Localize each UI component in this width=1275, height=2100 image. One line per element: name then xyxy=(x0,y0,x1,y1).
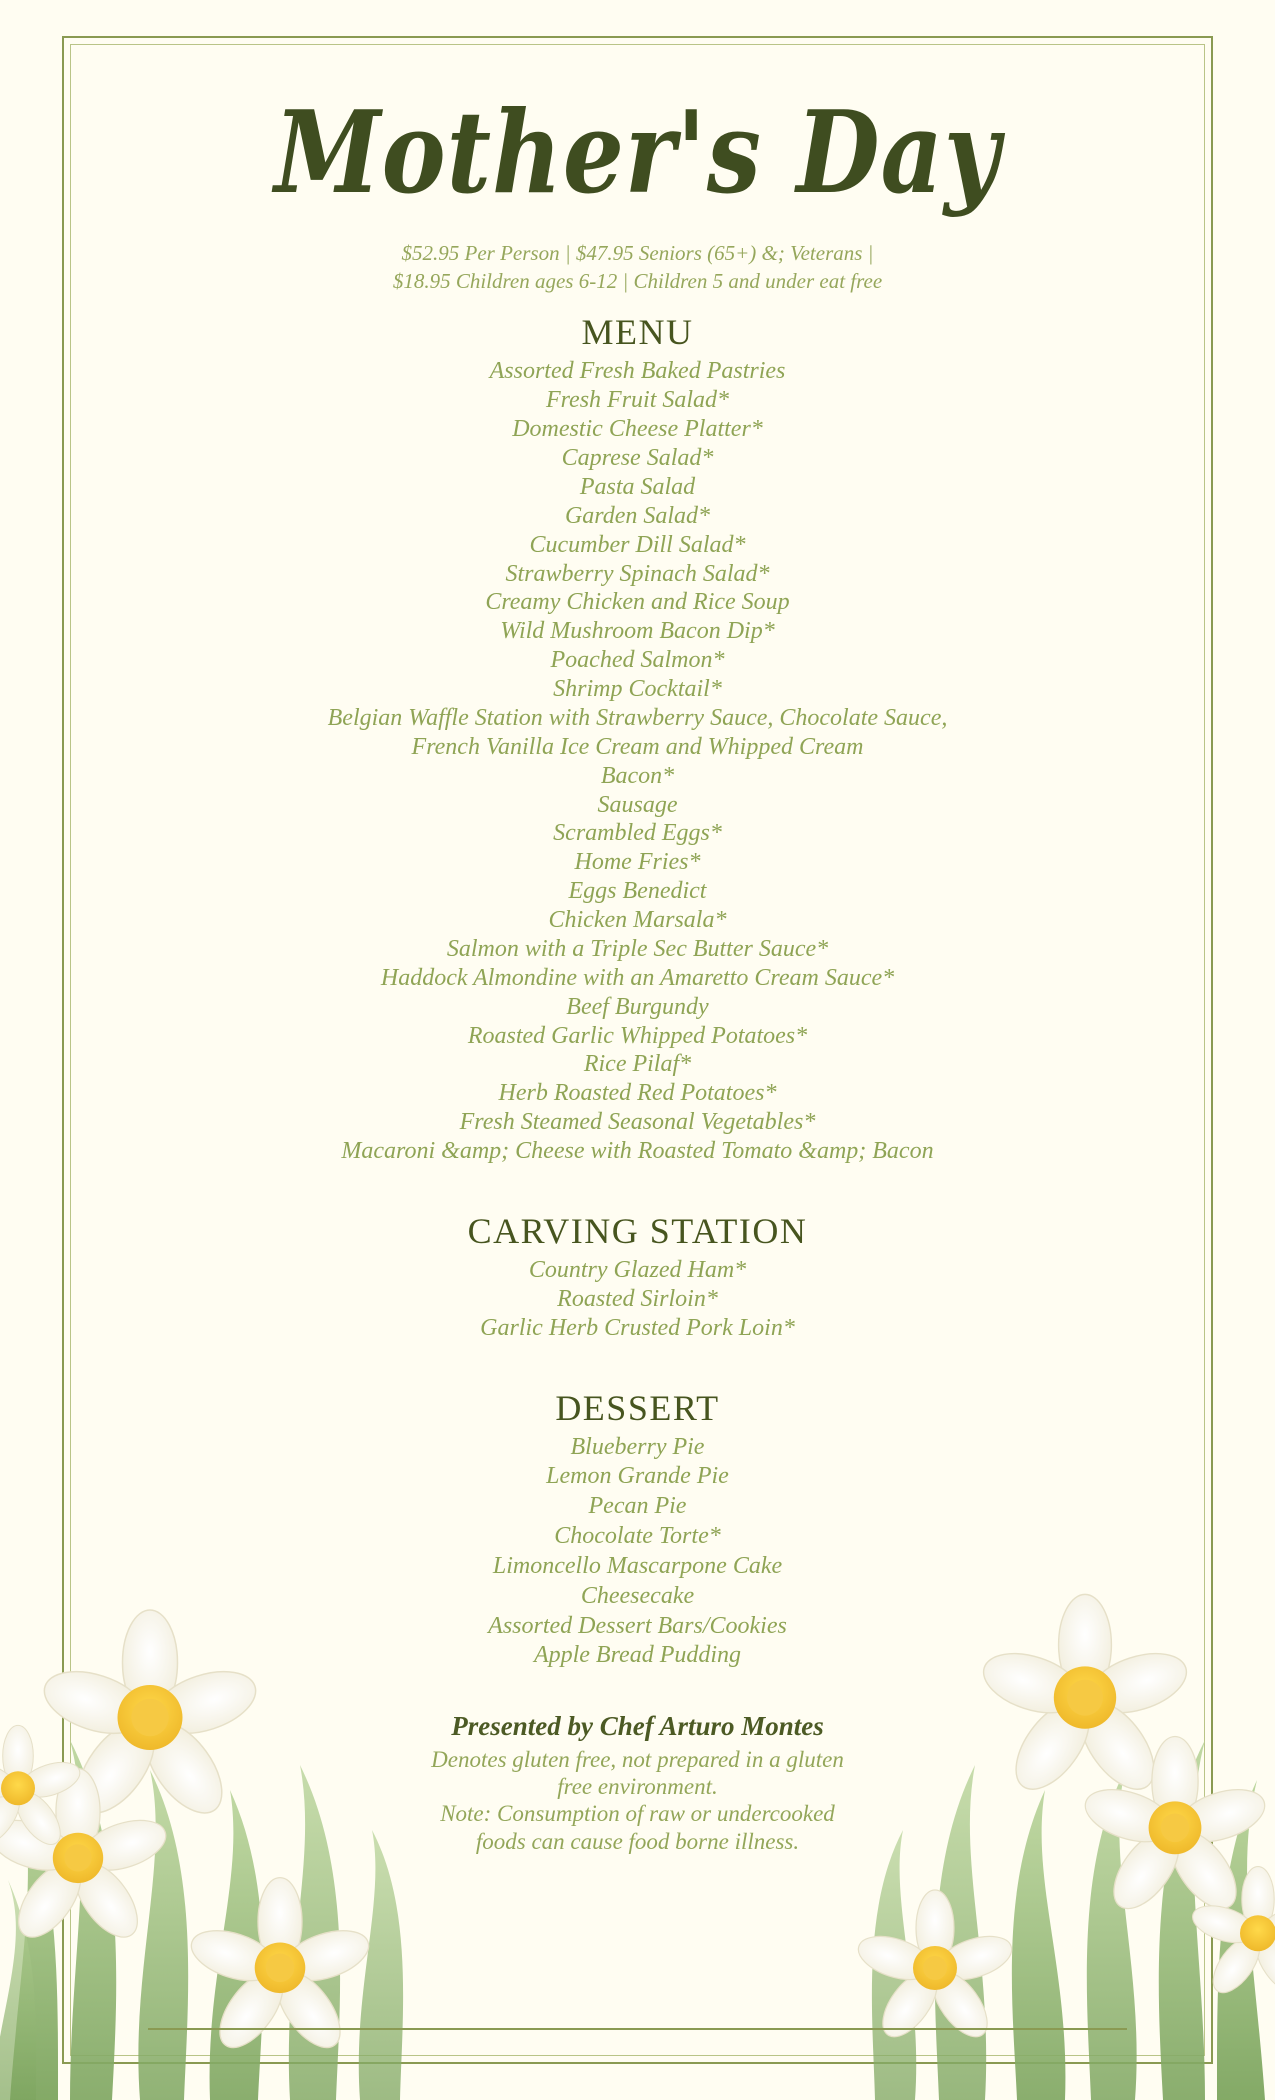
menu-item: Limoncello Mascarpone Cake xyxy=(492,1552,783,1579)
menu-item: Beef Burgundy xyxy=(566,993,709,1020)
menu-item: Cucumber Dill Salad* xyxy=(529,531,746,558)
menu-item: Pecan Pie xyxy=(588,1493,687,1520)
menu-item: French Vanilla Ice Cream and Whipped Cream xyxy=(411,733,864,760)
menu-item: Fresh Steamed Seasonal Vegetables* xyxy=(459,1109,816,1136)
menu-content xyxy=(90,60,1185,1855)
menu-item: Fresh Fruit Salad* xyxy=(545,387,730,414)
menu-item: Sausage xyxy=(597,791,678,818)
footnote-line: Note: Consumption of raw or undercooked xyxy=(440,1801,835,1827)
menu-item: Lemon Grande Pie xyxy=(546,1463,729,1490)
carving-item-list xyxy=(90,1256,1185,1343)
menu-item: Bacon* xyxy=(600,762,675,789)
menu-item: Chicken Marsala* xyxy=(548,907,727,934)
chef-credit: Presented by Chef Arturo Montes xyxy=(451,1711,824,1742)
menu-item: Garlic Herb Crusted Pork Loin* xyxy=(480,1314,795,1341)
pricing-block xyxy=(90,239,1185,296)
section-heading-dessert: DESSERT xyxy=(555,1387,720,1428)
menu-item: Assorted Fresh Baked Pastries xyxy=(489,358,786,385)
dessert-item-list xyxy=(90,1433,1185,1672)
footnote-line: foods can cause food borne illness. xyxy=(475,1828,800,1854)
footnote-line: Denotes gluten free, not prepared in a gluten xyxy=(431,1747,844,1773)
menu-item: Pasta Salad xyxy=(579,473,696,500)
footnotes xyxy=(358,1746,918,1855)
menu-item: Haddock Almondine with an Amaretto Cream Sauce* xyxy=(380,964,895,991)
menu-item: Scrambled Eggs* xyxy=(553,820,722,847)
menu-item: Roasted Sirloin* xyxy=(557,1285,718,1312)
menu-item: Creamy Chicken and Rice Soup xyxy=(485,589,790,616)
menu-item: Wild Mushroom Bacon Dip* xyxy=(500,618,775,645)
pricing-line-1: $52.95 Per Person | $47.95 Seniors (65+) &; Veterans | xyxy=(401,240,874,265)
menu-item: Belgian Waffle Station with Strawberry Sauce, Chocolate Sauce, xyxy=(327,704,948,731)
menu-item: Apple Bread Pudding xyxy=(533,1642,742,1669)
menu-item: Domestic Cheese Platter* xyxy=(512,416,763,443)
section-heading-menu: MENU xyxy=(581,312,694,353)
menu-item: Home Fries* xyxy=(574,849,701,876)
menu-item: Herb Roasted Red Potatoes* xyxy=(498,1080,777,1107)
page-title: Mother's Day xyxy=(274,85,1001,220)
menu-item: Roasted Garlic Whipped Potatoes* xyxy=(467,1022,808,1049)
menu-item: Caprese Salad* xyxy=(561,445,714,472)
menu-item: Cheesecake xyxy=(580,1582,695,1609)
menu-item: Garden Salad* xyxy=(564,502,711,529)
menu-item: Poached Salmon* xyxy=(550,647,725,674)
menu-item: Rice Pilaf* xyxy=(583,1051,692,1078)
menu-item: Assorted Dessert Bars/Cookies xyxy=(488,1612,787,1639)
bottom-divider xyxy=(148,2028,1127,2030)
menu-item: Salmon with a Triple Sec Butter Sauce* xyxy=(446,935,829,962)
menu-item: Eggs Benedict xyxy=(568,878,707,905)
menu-item: Macaroni &amp; Cheese with Roasted Tomato &amp; Bacon xyxy=(341,1138,934,1165)
menu-item: Shrimp Cocktail* xyxy=(553,676,722,703)
section-heading-carving-station: CARVING STATION xyxy=(467,1210,808,1251)
pricing-line-2: $18.95 Children ages 6-12 | Children 5 and under eat free xyxy=(392,269,883,294)
menu-item: Chocolate Torte* xyxy=(554,1523,721,1550)
menu-item-list xyxy=(90,357,1185,1166)
menu-item: Blueberry Pie xyxy=(570,1433,705,1460)
menu-item: Strawberry Spinach Salad* xyxy=(505,560,770,587)
footnote-line: free environment. xyxy=(557,1774,718,1800)
menu-item: Country Glazed Ham* xyxy=(528,1256,747,1283)
